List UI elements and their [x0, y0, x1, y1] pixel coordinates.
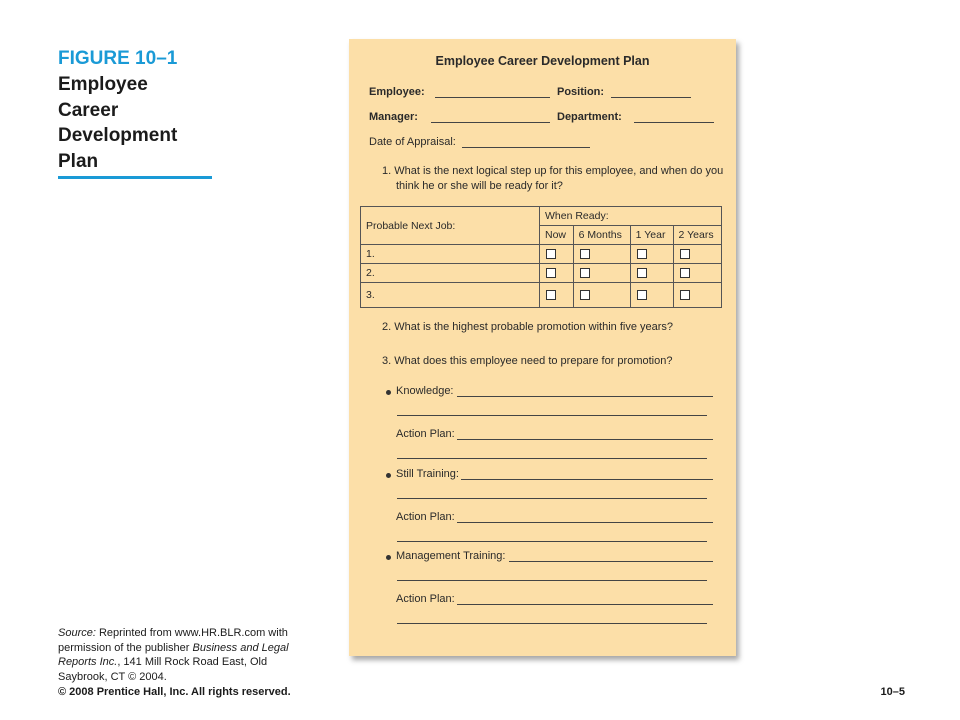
action-plan-line-2: [397, 458, 707, 459]
figure-title-line: Employee: [58, 74, 148, 95]
copyright-footer: © 2008 Prentice Hall, Inc. All rights reserved.: [58, 686, 291, 698]
figure-number: FIGURE 10–1: [58, 48, 178, 69]
source-prefix: Source:: [58, 627, 96, 639]
checkbox-icon[interactable]: [580, 290, 590, 300]
action-plan-label: Action Plan:: [396, 511, 455, 523]
department-label: Department:: [557, 111, 622, 123]
still-training-line-2: [397, 498, 707, 499]
checkbox-icon[interactable]: [546, 290, 556, 300]
action-plan-line-2: [397, 623, 707, 624]
question-2: 2. What is the highest probable promotion within five years?: [382, 321, 674, 333]
date-field-line: [462, 147, 590, 148]
source-publisher: Business and Legal Reports Inc.: [58, 641, 289, 668]
knowledge-line-2: [397, 415, 707, 416]
action-plan-line: [457, 439, 713, 440]
manager-label: Manager:: [369, 111, 418, 123]
table-row: [361, 245, 722, 264]
employee-field-line: [435, 97, 550, 98]
management-training-label: Management Training:: [396, 550, 506, 562]
question-3: 3. What does this employee need to prepare for promotion?: [382, 355, 673, 367]
employee-label: Employee:: [369, 86, 425, 98]
checkbox-icon[interactable]: [580, 268, 590, 278]
bullet-icon: [386, 555, 391, 560]
manager-field-line: [431, 122, 550, 123]
figure-title-line: Development: [58, 125, 178, 146]
position-label: Position:: [557, 86, 605, 98]
source-text: Reprinted from www.HR.BLR.com with permission of the publisher: [58, 627, 288, 654]
figure-title-line: Career: [58, 99, 119, 121]
when-ready-header: When Ready:: [540, 207, 722, 226]
next-job-table: [360, 206, 722, 308]
caption-divider: [58, 176, 212, 179]
action-plan-line: [457, 522, 713, 523]
source-text-end: , 141 Mill Rock Road East, Old Saybrook, CT © 2004.: [58, 656, 268, 683]
source-note: [58, 626, 308, 684]
table-row: [361, 283, 722, 308]
checkbox-icon[interactable]: [546, 249, 556, 259]
action-plan-label: Action Plan:: [396, 593, 455, 605]
bullet-icon: [386, 473, 391, 478]
action-plan-line: [457, 604, 713, 605]
checkbox-icon[interactable]: [546, 268, 556, 278]
col-1-year: 1 Year: [630, 226, 673, 245]
checkbox-icon[interactable]: [680, 249, 690, 259]
still-training-line: [461, 479, 713, 480]
knowledge-label: Knowledge:: [396, 385, 454, 397]
career-plan-form: [349, 39, 736, 656]
table-row: [361, 264, 722, 283]
knowledge-line: [457, 396, 713, 397]
col-2-years: 2 Years: [673, 226, 721, 245]
bullet-icon: [386, 390, 391, 395]
still-training-label: Still Training:: [396, 468, 459, 480]
col-now: Now: [540, 226, 574, 245]
action-plan-line-2: [397, 541, 707, 542]
row-number: 1.: [361, 245, 540, 264]
checkbox-icon[interactable]: [637, 290, 647, 300]
position-field-line: [611, 97, 691, 98]
action-plan-label: Action Plan:: [396, 428, 455, 440]
slide-number: 10–5: [880, 686, 905, 698]
col-6-months: 6 Months: [573, 226, 630, 245]
checkbox-icon[interactable]: [637, 249, 647, 259]
management-training-line: [509, 561, 713, 562]
checkbox-icon[interactable]: [580, 249, 590, 259]
date-label: Date of Appraisal:: [369, 136, 456, 148]
row-number: 3.: [361, 283, 540, 308]
checkbox-icon[interactable]: [637, 268, 647, 278]
department-field-line: [634, 122, 714, 123]
checkbox-icon[interactable]: [680, 290, 690, 300]
row-number: 2.: [361, 264, 540, 283]
checkbox-icon[interactable]: [680, 268, 690, 278]
question-1: 1. What is the next logical step up for this employee, and when do you think he or she will be ready for it?: [382, 165, 724, 192]
figure-title-line: Plan: [58, 150, 99, 172]
form-title: Employee Career Development Plan: [435, 54, 650, 68]
management-training-line-2: [397, 580, 707, 581]
job-header: Probable Next Job:: [361, 207, 540, 245]
figure-caption: [58, 46, 218, 174]
